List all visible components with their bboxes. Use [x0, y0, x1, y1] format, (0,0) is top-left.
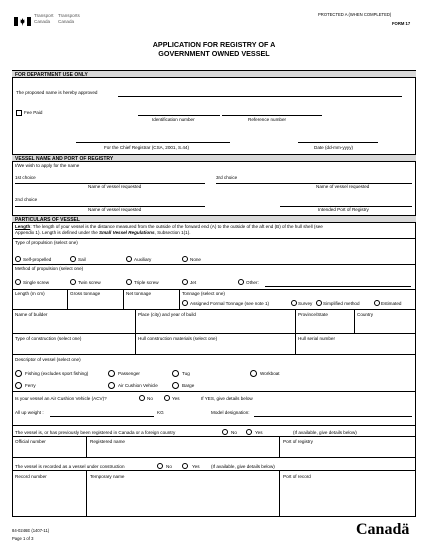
- method-triple-radio[interactable]: [126, 279, 132, 285]
- prev-reg-yes-radio[interactable]: [246, 429, 252, 435]
- form-number: FORM 17: [392, 21, 411, 26]
- official-number-label: Official number: [15, 439, 46, 444]
- method-single-label: Single screw: [23, 280, 50, 285]
- desc-ferry-label: Ferry: [25, 383, 36, 388]
- approved-name-input[interactable]: [118, 96, 402, 97]
- prop-none-label: None: [190, 257, 201, 262]
- desc-acv-label: Air Cushion Vehicle: [118, 383, 158, 388]
- tonnage-survey-label: Survey: [298, 301, 313, 306]
- method-single-radio[interactable]: [15, 279, 21, 285]
- gross-tonnage-label: Gross tonnage: [70, 291, 101, 296]
- page-number: Page 1 of 3: [12, 536, 34, 541]
- method-jet-label: Jet: [190, 280, 197, 285]
- protected-label: PROTECTED A (WHEN COMPLETED): [318, 12, 392, 17]
- chief-registrar-label: For the Chief Registrar (CSA, 2001, S.44): [104, 145, 190, 150]
- approved-label: The proposed name is hereby approved: [16, 90, 98, 95]
- port-of-registry-label: Port of registry: [283, 439, 313, 444]
- construction-type-label: Type of construction (select one): [15, 336, 82, 341]
- dept-use-header: FOR DEPARTMENT USE ONLY: [12, 70, 416, 78]
- wish-label: I/We wish to apply for the name: [15, 163, 80, 168]
- tonnage-simplified-label: Simplified method: [323, 301, 360, 306]
- second-choice-label: 2nd choice: [15, 197, 38, 202]
- tonnage-assigned-radio[interactable]: [182, 300, 188, 306]
- canada-flag-icon: [14, 13, 31, 22]
- prop-sail-label: Sail: [78, 257, 86, 262]
- id-number-label: Identification number: [152, 117, 195, 122]
- method-other-radio[interactable]: [238, 279, 244, 285]
- province-label: Province/State: [298, 312, 328, 317]
- canada-wordmark: Canadä: [356, 521, 410, 538]
- place-year-label: Place (city) and year of build: [138, 312, 196, 317]
- ref-number-label: Reference number: [248, 117, 287, 122]
- desc-ferry-radio[interactable]: [15, 382, 22, 389]
- chief-registrar-signature[interactable]: [76, 142, 230, 143]
- gov-name-fr: Transports Canada: [58, 13, 80, 24]
- hull-materials-label: Hull construction materials (select one): [138, 336, 218, 341]
- temporary-name-label: Temporary name: [90, 474, 125, 479]
- prev-reg-no-radio[interactable]: [222, 429, 228, 435]
- model-designation-label: Model designation:: [211, 410, 250, 415]
- registered-name-label: Registered name: [90, 439, 125, 444]
- ref-number-input[interactable]: [222, 115, 322, 116]
- prev-reg-if-avail: (If available, give details below): [293, 430, 357, 435]
- prop-auxiliary-label: Auxiliary: [134, 257, 152, 262]
- record-number-label: Record number: [15, 474, 47, 479]
- method-other-input[interactable]: [265, 286, 411, 287]
- desc-tug-radio[interactable]: [172, 370, 179, 377]
- prev-reg-yes-label: Yes: [255, 430, 263, 435]
- all-up-weight-input[interactable]: [50, 416, 154, 417]
- fee-paid-label: Fee Paid: [24, 110, 43, 115]
- construction-no-radio[interactable]: [157, 463, 163, 469]
- third-choice-input[interactable]: [216, 183, 412, 184]
- name-requested-3-label: Name of vessel requested: [316, 184, 370, 189]
- construction-yes-radio[interactable]: [182, 463, 188, 469]
- prop-auxiliary-radio[interactable]: [126, 256, 132, 262]
- desc-workboat-label: Workboat: [260, 371, 280, 376]
- tonnage-estimated-radio[interactable]: [374, 300, 380, 306]
- hull-serial-label: Hull serial number: [298, 336, 336, 341]
- method-propulsion-label: Method of propulsion (select one): [15, 266, 84, 271]
- acv-no-label: No: [147, 396, 153, 401]
- intended-port-label: Intended Port of Registry: [318, 207, 369, 212]
- desc-barge-radio[interactable]: [172, 382, 179, 389]
- desc-acv-radio[interactable]: [108, 382, 115, 389]
- prop-sail-radio[interactable]: [70, 256, 76, 262]
- acv-question: Is your vessel an Air Cushion Vehicle (ACV)?: [15, 396, 107, 401]
- fee-paid-checkbox[interactable]: [16, 110, 22, 116]
- third-choice-label: 3rd choice: [216, 175, 238, 180]
- kg-label: KG: [157, 410, 164, 415]
- desc-barge-label: Barge: [182, 383, 195, 388]
- type-propulsion-label: Type of propulsion (select one): [15, 240, 78, 245]
- acv-if-yes: If YES, give details below: [201, 396, 253, 401]
- desc-fishing-radio[interactable]: [15, 370, 22, 377]
- desc-passenger-radio[interactable]: [108, 370, 115, 377]
- tonnage-assigned-label: Assigned Formal Tonnage (see note 1): [190, 301, 270, 306]
- desc-passenger-label: Passenger: [118, 371, 140, 376]
- construction-yes-label: Yes: [192, 464, 200, 469]
- model-designation-input[interactable]: [254, 416, 412, 417]
- vessel-name-header: VESSEL NAME AND PORT OF REGISTRY: [12, 154, 416, 162]
- acv-yes-label: Yes: [172, 396, 180, 401]
- tonnage-estimated-label: Estimated: [381, 301, 402, 306]
- date-label: Date (dd-mm-yyyy): [314, 145, 354, 150]
- form-code: 84-0246E (1407-11): [12, 528, 50, 533]
- descriptor-label: Descriptor of vessel (select one): [15, 357, 81, 362]
- date-input[interactable]: [298, 142, 378, 143]
- desc-tug-label: Tug: [182, 371, 190, 376]
- particulars-header: PARTICULARS OF VESSEL: [12, 215, 416, 223]
- desc-workboat-radio[interactable]: [250, 370, 257, 377]
- net-tonnage-label: Net tonnage: [126, 291, 152, 296]
- method-jet-radio[interactable]: [182, 279, 188, 285]
- length-label: Length (m cm): [15, 291, 45, 296]
- acv-yes-radio[interactable]: [164, 395, 170, 401]
- construction-if-avail: (If available, give details below): [211, 464, 275, 469]
- name-requested-2-label: Name of vessel requested: [88, 207, 142, 212]
- method-other-label: Other:: [246, 280, 259, 285]
- id-number-input[interactable]: [138, 115, 220, 116]
- desc-fishing-label: Fishing (excludes sport fishing): [25, 371, 89, 376]
- length-definition: Length: The length of your vessel is the distance measured from the outside of the forward end (A) to the outside of the aft end (B) of the hull shell (see Appendix 1). Length is defined under the Small Vessel Regulations, Subsection 1(1).: [15, 224, 323, 235]
- prop-self-propelled-radio[interactable]: [15, 256, 21, 262]
- tonnage-simplified-radio[interactable]: [316, 300, 322, 306]
- builder-label: Name of builder: [15, 312, 48, 317]
- acv-no-radio[interactable]: [139, 395, 145, 401]
- name-requested-1-label: Name of vessel requested: [88, 184, 142, 189]
- method-twin-label: Twin screw: [78, 280, 101, 285]
- gov-name-en: Transport Canada: [34, 13, 54, 24]
- all-up-weight-label: All up weight :: [15, 410, 44, 415]
- prev-reg-question: The vessel is, or has previously been registered in Canada or a foreign country: [15, 430, 176, 435]
- tonnage-survey-radio[interactable]: [291, 300, 297, 306]
- country-label: Country: [357, 312, 374, 317]
- port-of-record-label: Port of record: [283, 474, 311, 479]
- construction-no-label: No: [166, 464, 172, 469]
- method-twin-radio[interactable]: [70, 279, 76, 285]
- method-triple-label: Triple screw: [134, 280, 159, 285]
- first-choice-label: 1st choice: [15, 175, 36, 180]
- prop-none-radio[interactable]: [182, 256, 188, 262]
- prop-self-propelled-label: Self-propelled: [23, 257, 52, 262]
- page-title: APPLICATION FOR REGISTRY OF A GOVERNMENT OWNED VESSEL: [152, 40, 276, 58]
- construction-question: The vessel is recorded as a vessel under construction: [15, 464, 125, 469]
- prev-reg-no-label: No: [231, 430, 237, 435]
- tonnage-select-label: Tonnage (select one): [182, 291, 225, 296]
